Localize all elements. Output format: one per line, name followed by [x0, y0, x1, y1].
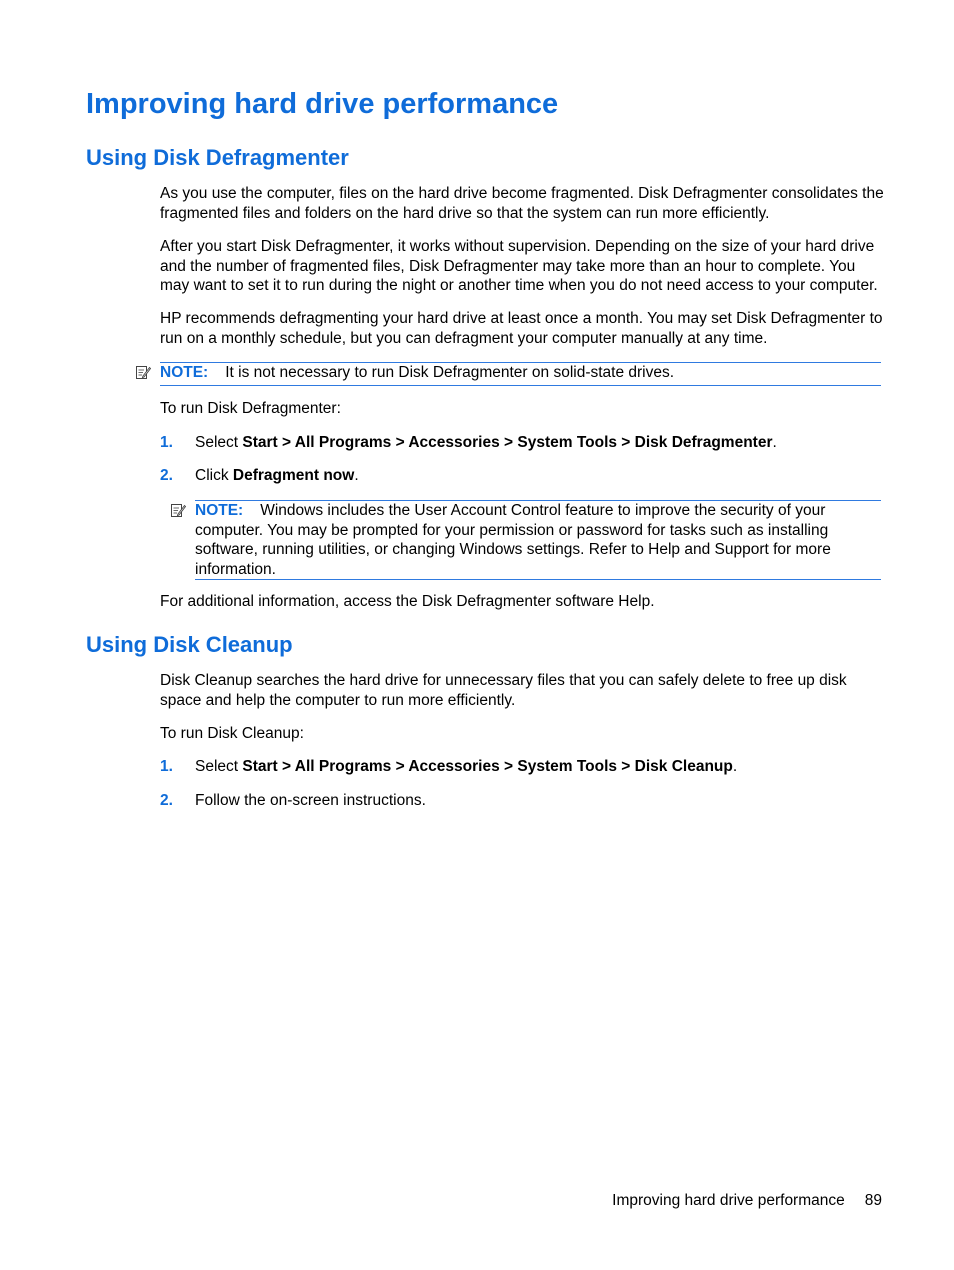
page-footer — [600, 1192, 882, 1210]
menu-path: Start > All Programs > Accessories > System Tools > Disk Cleanup — [242, 758, 733, 775]
note-text: Windows includes the User Account Control feature to improve the security of your computer. You may be prompted for your permission or password for tasks such as installing software, running utilities, or changing Windows settings. Refer to Help and Support for more information. — [195, 502, 831, 578]
step-punct: . — [772, 434, 777, 451]
step-number: 1. — [160, 758, 173, 775]
page-number: 89 — [864, 1192, 882, 1209]
cleanup-intro: To run Disk Cleanup: — [160, 725, 304, 742]
step-number: 1. — [160, 434, 173, 451]
step-punct: . — [354, 467, 359, 484]
cleanup-paragraph-1: Disk Cleanup searches the hard drive for unnecessary files that you can safely delete to free up disk space and help the computer to run more efficiently. — [160, 672, 847, 709]
section-heading-defragmenter: Using Disk Defragmenter — [86, 145, 349, 170]
note-label: NOTE: — [160, 364, 209, 381]
step-text: Click — [195, 467, 233, 484]
note-box-uac — [195, 500, 881, 580]
step-number: 2. — [160, 792, 173, 809]
step-punct: . — [732, 758, 738, 775]
section-heading-cleanup: Using Disk Cleanup — [86, 632, 293, 657]
button-name: Defragment now — [232, 467, 355, 484]
step-text: Select — [195, 434, 243, 451]
note-label: NOTE: — [195, 502, 244, 519]
step-number: 2. — [160, 467, 173, 484]
page-title: Improving hard drive performance — [86, 88, 559, 120]
note-pencil-icon — [135, 364, 151, 380]
footer-section-title: Improving hard drive performance — [612, 1192, 845, 1209]
note-pencil-icon — [170, 502, 186, 518]
note-box-solid-state — [160, 362, 881, 386]
defrag-additional-info: For additional information, access the Disk Defragmenter software Help. — [160, 593, 655, 610]
note-text: It is not necessary to run Disk Defragmenter on solid-state drives. — [225, 364, 675, 381]
step-text: Follow the on-screen instructions. — [195, 792, 426, 809]
defrag-paragraph-2: After you start Disk Defragmenter, it works without supervision. Depending on the size of your hard drive and the number of fragmented files, Disk Defragmenter may take more than an hour to complete. You may want to set it to run during the night or another time when you do not need access to your computer. — [160, 238, 878, 294]
defrag-paragraph-1: As you use the computer, files on the hard drive become fragmented. Disk Defragmenter consolidates the fragmented files and folders on the hard drive so that the system can run more efficiently. — [160, 185, 884, 222]
defrag-paragraph-3: HP recommends defragmenting your hard drive at least once a month. You may set Disk Defragmenter to run on a monthly schedule, but you can defragment your computer manually at any time. — [160, 310, 883, 347]
step-text: Select — [195, 758, 243, 775]
defrag-intro: To run Disk Defragmenter: — [160, 400, 341, 417]
menu-path: Start > All Programs > Accessories > System Tools > Disk Defragmenter — [242, 434, 773, 451]
